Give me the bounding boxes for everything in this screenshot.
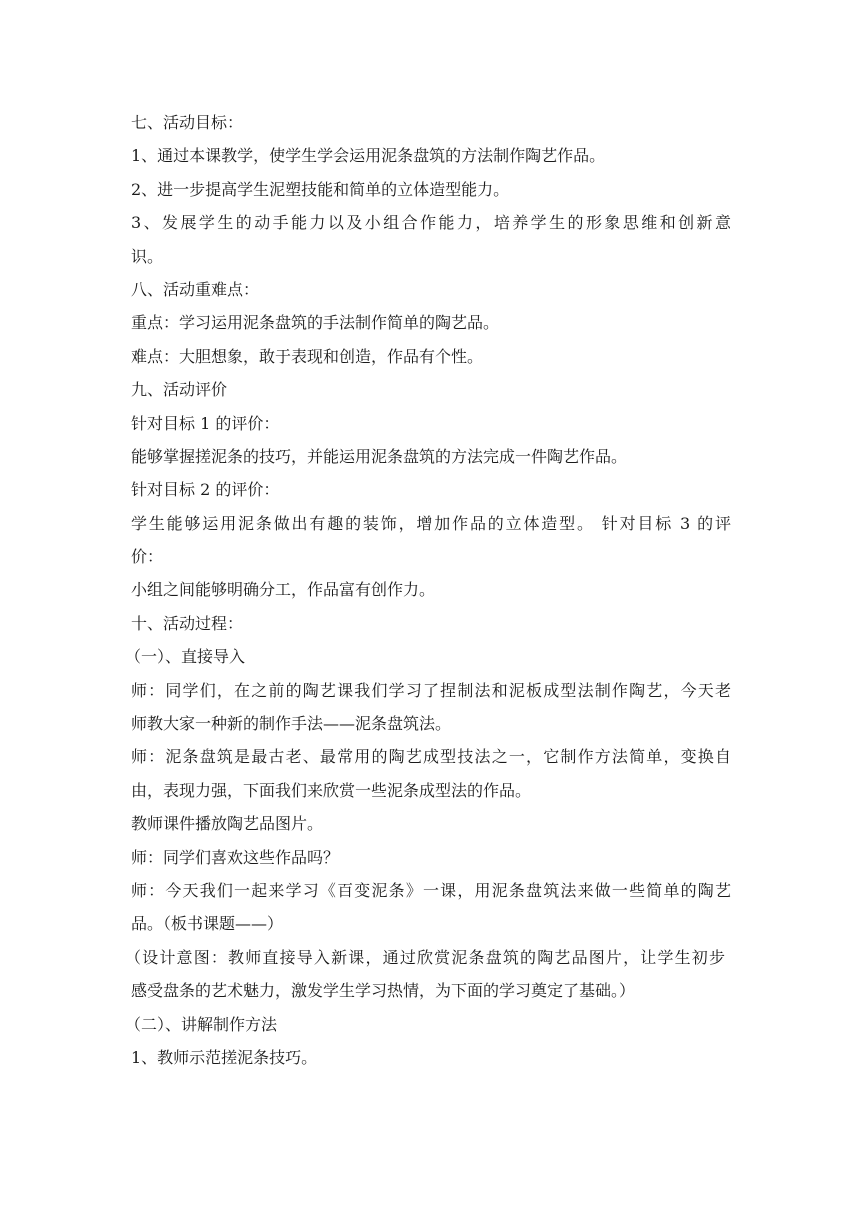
process-paragraph-2: 师：泥条盘筑是最古老、最常用的陶艺成型技法之一，它制作方法简单，变换自 (131, 747, 731, 767)
evaluation-target-2-text: 学生能够运用泥条做出有趣的装饰，增加作品的立体造型。 针对目标 3 的评 (131, 513, 731, 533)
process-paragraph-3: 教师课件播放陶艺品图片。 (131, 814, 324, 834)
section-heading-process: 十、活动过程： (131, 613, 244, 633)
subsection-heading-intro: （一）、直接导入 (125, 647, 246, 667)
key-point-difficulty: 难点：大胆想象，敢于表现和创造，作品有个性。 (131, 346, 484, 366)
method-step-1: 1、教师示范搓泥条技巧。 (131, 1047, 318, 1067)
process-paragraph-4: 师：同学们喜欢这些作品吗？ (131, 847, 340, 867)
section-heading-objectives: 七、活动目标： (131, 113, 244, 132)
evaluation-target-1-text: 能够掌握搓泥条的技巧，并能运用泥条盘筑的方法完成一件陶艺作品。 (131, 446, 628, 466)
process-paragraph-1-continued: 师教大家一种新的制作手法——泥条盘筑法。 (131, 714, 452, 734)
key-point-focus: 重点：学习运用泥条盘筑的手法制作简单的陶艺品。 (131, 313, 500, 333)
process-paragraph-2-continued: 由，表现力强，下面我们来欣赏一些泥条成型法的作品。 (131, 780, 532, 800)
process-paragraph-5: 师：今天我们一起来学习《百变泥条》一课，用泥条盘筑法来做一些简单的陶艺 (131, 880, 731, 900)
evaluation-target-2-label: 针对目标 2 的评价： (131, 480, 280, 500)
design-intent-note: （设计意图：教师直接导入新课，通过欣赏泥条盘筑的陶艺品图片，让学生初步 (125, 947, 725, 967)
evaluation-target-3-text: 小组之间能够明确分工，作品富有创作力。 (131, 580, 436, 600)
objective-item-3: 3、发展学生的动手能力以及小组合作能力，培养学生的形象思维和创新意 (131, 213, 731, 233)
process-paragraph-1: 师：同学们，在之前的陶艺课我们学习了捏制法和泥板成型法制作陶艺，今天老 (131, 680, 731, 700)
section-heading-evaluation: 九、活动评价 (131, 380, 228, 400)
objective-item-1: 1、通过本课教学，使学生学会运用泥条盘筑的方法制作陶艺作品。 (131, 146, 606, 166)
objective-item-2: 2、进一步提高学生泥塑技能和简单的立体造型能力。 (131, 179, 510, 199)
evaluation-target-1-label: 针对目标 1 的评价： (131, 413, 280, 433)
process-paragraph-5-continued: 品。（板书课题——） (131, 914, 284, 934)
subsection-heading-method: （二）、讲解制作方法 (125, 1014, 278, 1034)
objective-item-3-continued: 识。 (131, 246, 164, 266)
design-intent-note-continued: 感受盘条的艺术魅力，激发学生学习热情，为下面的学习奠定了基础。） (131, 981, 636, 1001)
evaluation-target-3-label-continued: 价： (131, 547, 164, 567)
document-body (125, 106, 733, 1074)
section-heading-key-points: 八、活动重难点： (131, 279, 260, 299)
